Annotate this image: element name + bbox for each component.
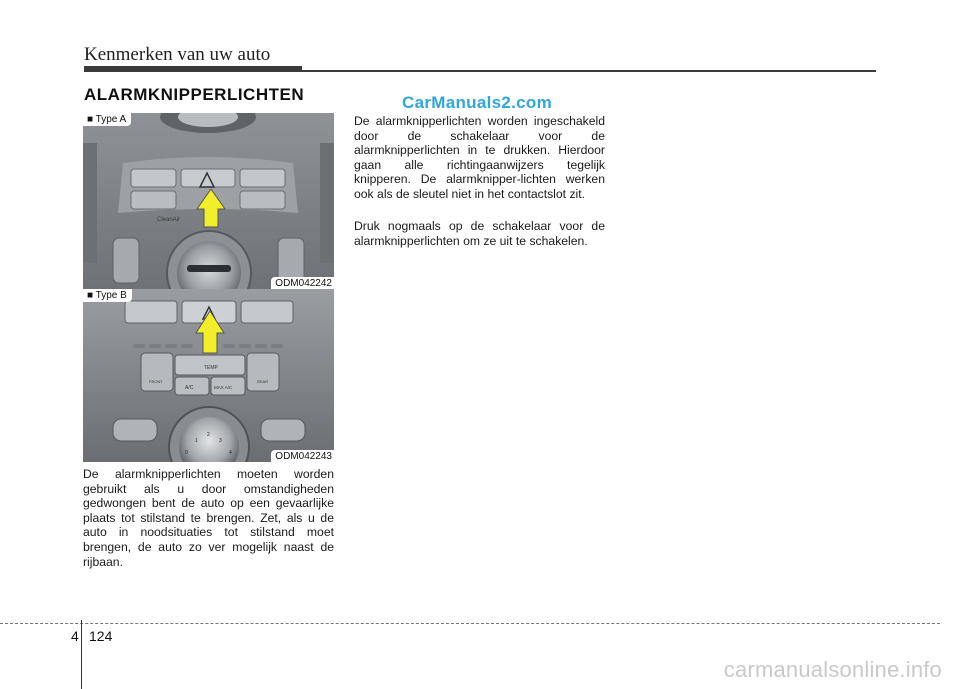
front-label: FRONT [149,379,163,384]
type-b-label: ■ Type B [83,289,132,302]
header-bar [84,66,302,72]
paragraph-activation: De alarmknipperlichten worden ingeschakeld door de schakelaar voor de alarmknipperlichten in te drukken. Hierdoor gaan alle richtingaanwijzers tegelijk knipperen. De alarmknipper-lichten werken ook als de sleutel niet in het contactslot zit. [354,114,605,201]
figure-code-a: ODM042242 [271,277,334,289]
rear-label: REAR [257,379,269,384]
paragraph-usage: De alarmknipperlichten moeten worden gebruikt als u door omstandigheden gedwongen bent de auto op een gevaarlijke plaats tot stilstand te brengen. Zet, als u de auto in noodsituaties tot stilstand moet brengen, de auto zo ver mogelijk naast de rijbaan. [83,467,334,569]
temp-label: TEMP [204,365,218,371]
fan-speed-3: 3 [219,438,222,444]
header-rule [302,70,876,72]
figure-type-a [83,113,334,289]
figure-code-b: ODM042243 [271,450,334,462]
chapter-number: 4 [71,628,79,644]
paragraph-deactivation: Druk nogmaals op de schakelaar voor de alarmknipperlichten om ze uit te schakelen. [354,219,605,248]
page-header-title: Kenmerken van uw auto [84,44,271,65]
footer-vertical-rule [81,620,82,689]
section-title: ALARMKNIPPERLICHTEN [84,85,305,104]
page-number: 124 [89,628,113,644]
footer-divider [0,623,940,624]
figure-type-b [83,289,334,462]
watermark-bottom: carmanualsonline.info [723,657,942,682]
type-a-label: ■ Type A [83,113,131,126]
hazard-switch-photo-b [83,289,334,462]
max-ac-label: MAX A/C [214,385,233,390]
fan-speed-4: 4 [229,450,232,456]
fan-speed-2: 2 [207,432,210,438]
cleanair-label: CleanAir [157,217,181,223]
fan-speed-1: 1 [195,438,198,444]
ac-label: A/C [185,385,194,391]
fan-speed-0: 0 [185,450,188,456]
watermark-top: CarManuals2.com [402,93,552,112]
hazard-switch-photo-a [83,113,334,289]
